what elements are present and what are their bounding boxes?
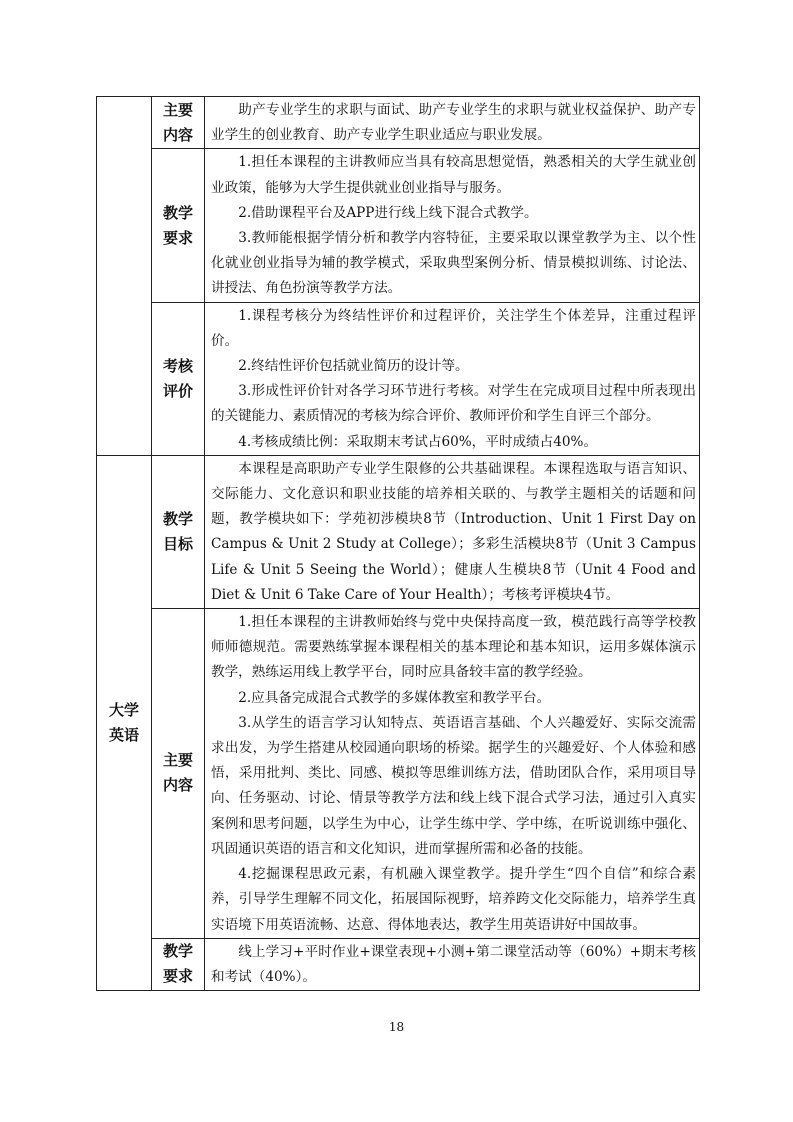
paragraph: 3.形成性评价针对各学习环节进行考核。对学生在完成项目过程中所表现出的关键能力、素质情况的考核为综合评价、教师评价和学生自评三个部分。: [211, 383, 696, 425]
course-table: [96, 96, 700, 991]
row-label-teaching-req: 教学 要求: [152, 938, 205, 990]
row-label-main-content: 主要 内容: [152, 97, 205, 149]
teaching-req-cell: [205, 938, 700, 990]
paragraph: 4.挖掘课程思政元素，有机融入课堂教学。提升学生“四个自信”和综合素养，引导学生理解不同文化，拓展国际视野，培养跨文化交际能力，培养学生真实语境下用英语流畅、达意、得体地表达，教学生用英语讲好中国故事。: [211, 866, 696, 933]
row-label-main-content: 主要 内容: [152, 609, 205, 939]
teaching-goal-cell: [205, 455, 700, 608]
paragraph: 4.考核成绩比例：采取期末考试占60%，平时成绩占40%。: [238, 433, 598, 450]
assessment-cell: [205, 302, 700, 455]
paragraph: 线上学习+平时作业+课堂表现+小测+第二课堂活动等（60%）+期末考核和考试（40%）。: [211, 943, 696, 985]
paragraph: 2.应具备完成混合式教学的多媒体教室和教学平台。: [238, 689, 551, 706]
table-row: [97, 302, 700, 455]
paragraph: 3.教师能根据学情分析和教学内容特征，主要采取以课堂教学为主、以个性化就业创业指导为辅的教学模式，采取典型案例分析、情景模拟训练、讨论法、讲授法、角色扮演等教学方法。: [211, 230, 696, 297]
paragraph: 1.担任本课程的主讲教师应当具有较高思想觉悟，熟悉相关的大学生就业创业政策，能够为大学生提供就业创业指导与服务。: [211, 154, 696, 196]
row-label-teaching-goal: 教学 目标: [152, 455, 205, 608]
teaching-req-cell: [205, 149, 700, 302]
main-content-cell: [205, 97, 700, 149]
table-row: [97, 149, 700, 302]
table-row: [97, 938, 700, 990]
page-number: 18: [388, 1020, 405, 1034]
course-name-cell: 大学 英语: [97, 455, 152, 990]
paragraph: 本课程是高职助产专业学生限修的公共基础课程。本课程选取与语言知识、交际能力、文化意识和职业技能的培养相关联的、与教学主题相关的话题和问题，教学模块如下：学苑初涉模块8节（Introduction、Unit 1 First Day on Campus & Unit 2 Study at College）；多彩生活模块8节（Unit 3 Campus Life & Unit 5 Seeing the World）；健康人生模块8节（Unit 4 Food and Diet & Unit 6 Take Care of Your Health）；考核考评模块4节。: [211, 460, 696, 603]
row-label-teaching-req: 教学 要求: [152, 149, 205, 302]
table-row: [97, 455, 700, 608]
row-label-assessment: 考核 评价: [152, 302, 205, 455]
paragraph: 3.从学生的语言学习认知特点、英语语言基础、个人兴趣爱好、实际交流需求出发，为学生搭建从校园通向职场的桥梁。据学生的兴趣爱好、个人体验和感悟，采用批判、类比、同感、模拟等思维训练方法，借助团队合作，采用项目导向、任务驱动、讨论、情景等教学方法和线上线下混合式学习法，通过引入真实案例和思考问题，以学生为中心，让学生练中学、学中练，在听说训练中强化、巩固通识英语的语言和文化知识，进而掌握所需和必备的技能。: [211, 714, 696, 857]
paragraph: 助产专业学生的求职与面试、助产专业学生的求职与就业权益保护、助产专业学生的创业教育、助产专业学生职业适应与职业发展。: [211, 102, 696, 144]
table-row: [97, 97, 700, 149]
table-row: [97, 609, 700, 939]
paragraph: 1.课程考核分为终结性评价和过程评价，关注学生个体差异，注重过程评价。: [211, 307, 696, 349]
course-name-cell-prev: [97, 97, 152, 456]
paragraph: 2.借助课程平台及APP进行线上线下混合式教学。: [238, 204, 538, 221]
paragraph: 1.担任本课程的主讲教师始终与党中央保持高度一致，模范践行高等学校教师师德规范。需要熟练掌握本课程相关的基本理论和基本知识，运用多媒体演示教学，熟练运用线上教学平台，同时应具备较丰富的教学经验。: [211, 614, 696, 681]
paragraph: 2.终结性评价包括就业简历的设计等。: [238, 358, 469, 375]
main-content-cell: [205, 609, 700, 939]
